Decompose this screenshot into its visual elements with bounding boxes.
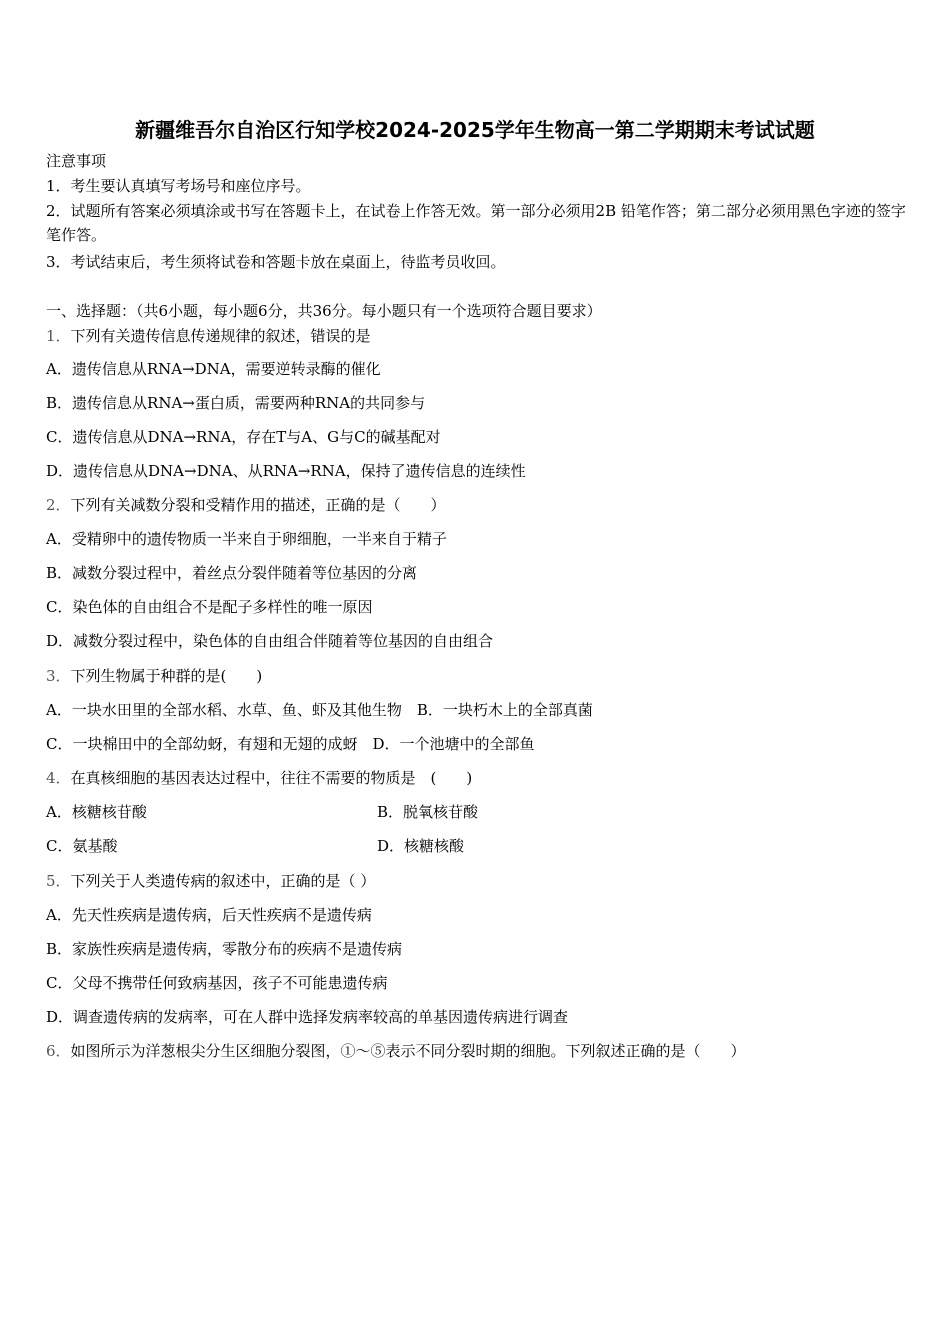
question-1 [46, 327, 371, 345]
question-number: 3． [46, 667, 71, 685]
q4-option-b: B．脱氧核苷酸 [377, 803, 479, 821]
question-number: 2． [46, 496, 71, 514]
q5-option-d: D．调查遗传病的发病率，可在人群中选择发病率较高的单基因遗传病进行调查 [46, 1008, 569, 1026]
question-stem: 在真核细胞的基因表达过程中，往往不需要的物质是 ( ) [70, 769, 473, 787]
question-3 [46, 667, 262, 685]
notice-item-2: 2．试题所有答案必须填涂或书写在答题卡上，在试卷上作答无效。第一部分必须用2B 铅笔作答；第二部分必须用黑色字迹的签字笔作答。 [46, 202, 906, 244]
q3-options-cd: C．一块棉田中的全部幼蚜，有翅和无翅的成蚜 D．一个池塘中的全部鱼 [46, 735, 535, 753]
question-number: 4． [46, 769, 71, 787]
question-number: 1． [46, 327, 71, 345]
question-number: 5． [46, 872, 71, 890]
q4-option-a: A．核糖核苷酸 [46, 803, 147, 821]
q5-option-a: A．先天性疾病是遗传病，后天性疾病不是遗传病 [46, 906, 372, 924]
notice-item-1: 1．考生要认真填写考场号和座位序号。 [46, 177, 311, 195]
notice-heading: 注意事项 [46, 152, 107, 170]
q1-option-c: C．遗传信息从DNA→RNA，存在T与A、G与C的碱基配对 [46, 428, 441, 446]
question-5 [46, 872, 375, 890]
q1-option-a: A．遗传信息从RNA→DNA，需要逆转录酶的催化 [46, 360, 381, 378]
q1-option-b: B．遗传信息从RNA→蛋白质，需要两种RNA的共同参与 [46, 394, 426, 412]
question-6 [46, 1042, 746, 1060]
q4-option-c: C．氨基酸 [46, 837, 118, 855]
question-number: 6． [46, 1042, 71, 1060]
question-stem: 如图所示为洋葱根尖分生区细胞分裂图，①～⑤表示不同分裂时期的细胞。下列叙述正确的是（ ） [70, 1042, 746, 1060]
question-4 [46, 769, 472, 787]
section-heading: 一、选择题：（共6小题，每小题6分，共36分。每小题只有一个选项符合题目要求） [46, 302, 602, 320]
question-stem: 下列有关遗传信息传递规律的叙述，错误的是 [70, 327, 371, 345]
q2-option-c: C．染色体的自由组合不是配子多样性的唯一原因 [46, 598, 373, 616]
q2-option-a: A．受精卵中的遗传物质一半来自于卵细胞，一半来自于精子 [46, 530, 447, 548]
q4-option-d: D．核糖核酸 [377, 837, 465, 855]
question-stem: 下列有关减数分裂和受精作用的描述，正确的是（ ） [70, 496, 446, 514]
q2-option-d: D．减数分裂过程中，染色体的自由组合伴随着等位基因的自由组合 [46, 632, 494, 650]
question-stem: 下列关于人类遗传病的叙述中，正确的是（ ） [70, 872, 376, 890]
q2-option-b: B．减数分裂过程中，着丝点分裂伴随着等位基因的分离 [46, 564, 418, 582]
notice-item-3: 3．考试结束后，考生须将试卷和答题卡放在桌面上，待监考员收回。 [46, 253, 506, 271]
question-stem: 下列生物属于种群的是( ) [70, 667, 263, 685]
question-2 [46, 496, 446, 514]
q5-option-b: B．家族性疾病是遗传病，零散分布的疾病不是遗传病 [46, 940, 403, 958]
q1-option-d: D．遗传信息从DNA→DNA、从RNA→RNA，保持了遗传信息的连续性 [46, 462, 526, 480]
page-title: 新疆维吾尔自治区行知学校2024-2025学年生物高一第二学期期末考试试题 [135, 118, 815, 142]
q5-option-c: C．父母不携带任何致病基因，孩子不可能患遗传病 [46, 974, 388, 992]
q3-options-ab: A．一块水田里的全部水稻、水草、鱼、虾及其他生物 B．一块朽木上的全部真菌 [46, 701, 593, 719]
